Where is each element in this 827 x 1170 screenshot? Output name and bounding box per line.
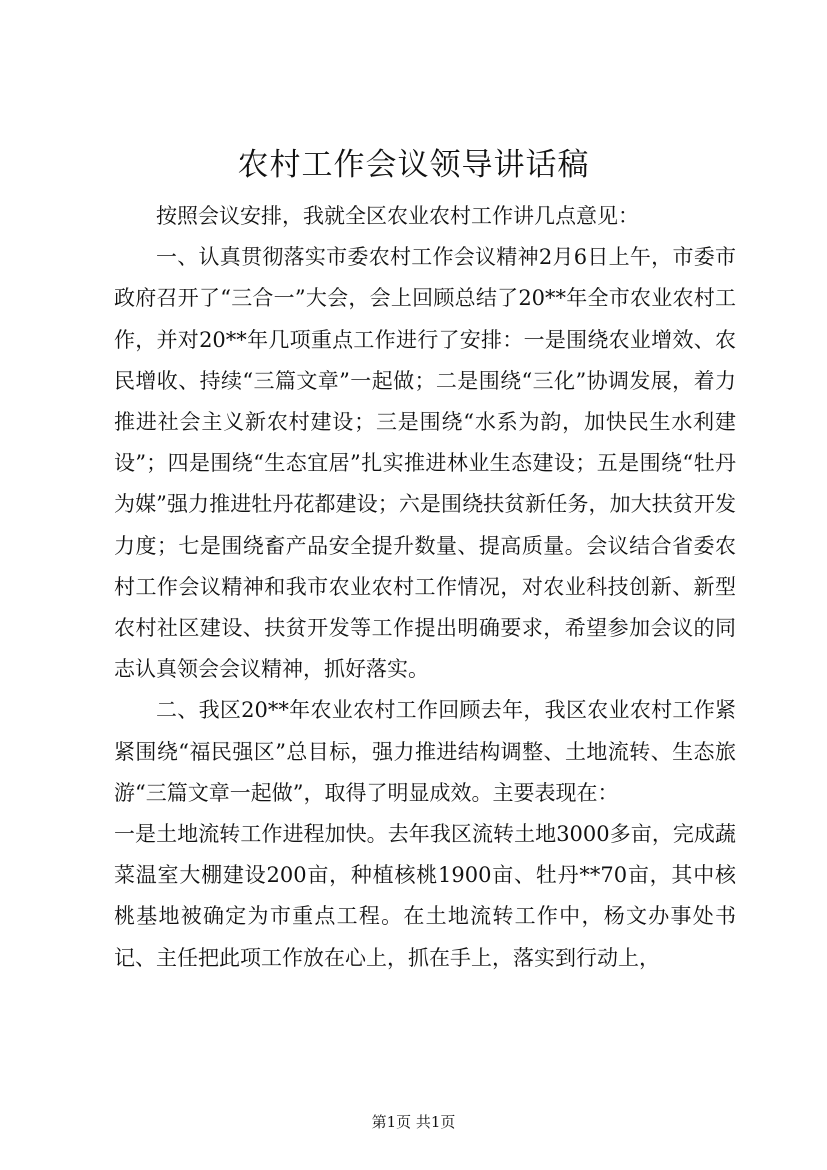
paragraph-section-two: 二、我区20**年农业农村工作回顾去年，我区农业农村工作紧紧围绕“福民强区”总目标，强力推进结构调整、土地流转、生态旅游“三篇文章一起做”，取得了明显成效。主要表现在：	[114, 698, 736, 805]
page-footer: 第1页 共1页	[371, 1113, 456, 1131]
paragraph-intro: 按照会议安排，我就全区农业农村工作讲几点意见：	[156, 204, 639, 228]
document-body	[114, 196, 736, 979]
paragraph-land-transfer: 一是土地流转工作进程加快。去年我区流转土地3000多亩，完成蔬菜温室大棚建设200亩，种植核桃1900亩、牡丹**70亩，其中核桃基地被确定为市重点工程。在土地流转工作中，杨文办事处书记、主任把此项工作放在心上，抓在手上，落实到行动上，	[114, 822, 736, 970]
document-title: 农村工作会议领导讲话稿	[237, 147, 590, 183]
paragraph-section-one: 一、认真贯彻落实市委农村工作会议精神2月6日上午，市委市政府召开了“三合一”大会，会上回顾总结了20**年全市农业农村工作，并对20**年几项重点工作进行了安排：一是围绕农业增效、农民增收、持续“三篇文章”一起做；二是围绕“三化”协调发展，着力推进社会主义新农村建设；三是围绕“水系为韵，加快民生水利建设”；四是围绕“生态宜居”扎实推进林业生态建设；五是围绕“牡丹为媒”强力推进牡丹花都建设；六是围绕扶贫新任务，加大扶贫开发力度；七是围绕畜产品安全提升数量、提高质量。会议结合省委农村工作会议精神和我市农业农村工作情况，对农业科技创新、新型农村社区建设、扶贫开发等工作提出明确要求，希望参加会议的同志认真领会会议精神，抓好落实。	[114, 245, 736, 682]
